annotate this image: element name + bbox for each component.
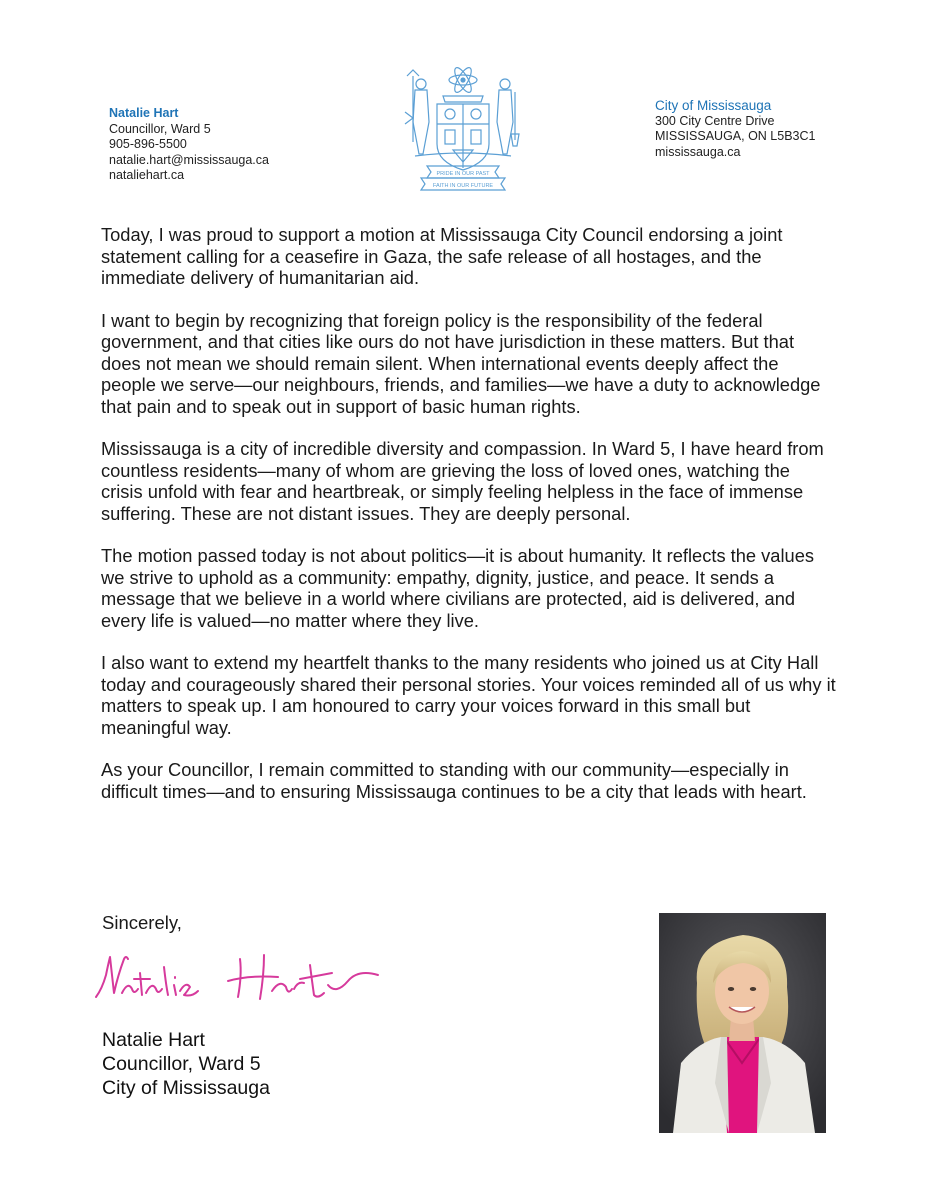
body-paragraph: I want to begin by recognizing that foreign policy is the responsibility of the federal government, and that cities like ours do not have jurisdiction in these matters. But that does not mean we should remain silent. When international events deeply affect the people we serve—our neighbours, friends, and families—we have a duty to acknowledge that pain and to speak out in support of basic human rights. [101, 309, 821, 417]
body-paragraph: The motion passed today is not about politics—it is about humanity. It reflects the values we strive to uphold as a community: empathy, dignity, justice, and peace. It sends a message that we believe in a world where civilians are protected, aid is delivered, and every life is valued—no matter where they live. [101, 545, 815, 631]
councillor-email: natalie.hart@mississauga.ca [109, 152, 269, 167]
signature-block [102, 1028, 270, 1100]
letter-body [101, 224, 836, 823]
city-name: City of Mississauga [655, 98, 772, 113]
councillor-website: nataliehart.ca [109, 168, 185, 182]
body-paragraph: I also want to extend my heartfelt thanks to the many residents who joined us at City Hall today and courageously shared their personal stories. Your voices reminded all of us why it matters to speak up. I am honoured to carry your voices forward in this small but meaningful way. [101, 652, 836, 738]
councillor-portrait-photo [659, 913, 826, 1133]
handwritten-signature [88, 945, 398, 1020]
city-address-block [655, 98, 815, 160]
crest-motto-bottom: FAITH IN OUR FUTURE [432, 183, 494, 189]
city-crest-logo [393, 62, 533, 192]
signer-title: Councillor, Ward 5 [102, 1053, 261, 1075]
crest-motto-top: PRIDE IN OUR PAST [436, 171, 490, 177]
body-paragraph: As your Councillor, I remain committed to standing with our community—especially in difficult times—and to ensuring Mississauga continues to be a city that leads with heart. [101, 759, 807, 802]
city-postal-line: MISSISSAUGA, ON L5B3C1 [655, 129, 816, 143]
crest-icon [393, 62, 533, 192]
councillor-phone: 905-896-5500 [109, 137, 187, 151]
councillor-title: Councillor, Ward 5 [109, 121, 211, 136]
body-paragraph: Mississauga is a city of incredible diversity and compassion. In Ward 5, I have heard from countless residents—many of whom are grieving the loss of loved ones, watching the crisis unfold with fear and heartbreak, or simply feeling helpless in the face of immense suffering. These are not distant issues. They are deeply personal. [101, 438, 824, 524]
body-paragraph: Today, I was proud to support a motion at Mississauga City Council endorsing a joint statement calling for a ceasefire in Gaza, the safe release of all hostages, and the immediate delivery of humanitarian aid. [101, 224, 783, 288]
closing-salutation: Sincerely, [102, 912, 182, 933]
portrait-image [659, 913, 826, 1133]
signer-name: Natalie Hart [102, 1029, 205, 1051]
councillor-contact-block [109, 106, 269, 184]
signature-icon [88, 945, 398, 1020]
city-street: 300 City Centre Drive [655, 113, 775, 128]
signer-organization: City of Mississauga [102, 1077, 270, 1099]
city-website: mississauga.ca [655, 144, 741, 159]
councillor-name: Natalie Hart [109, 106, 179, 120]
